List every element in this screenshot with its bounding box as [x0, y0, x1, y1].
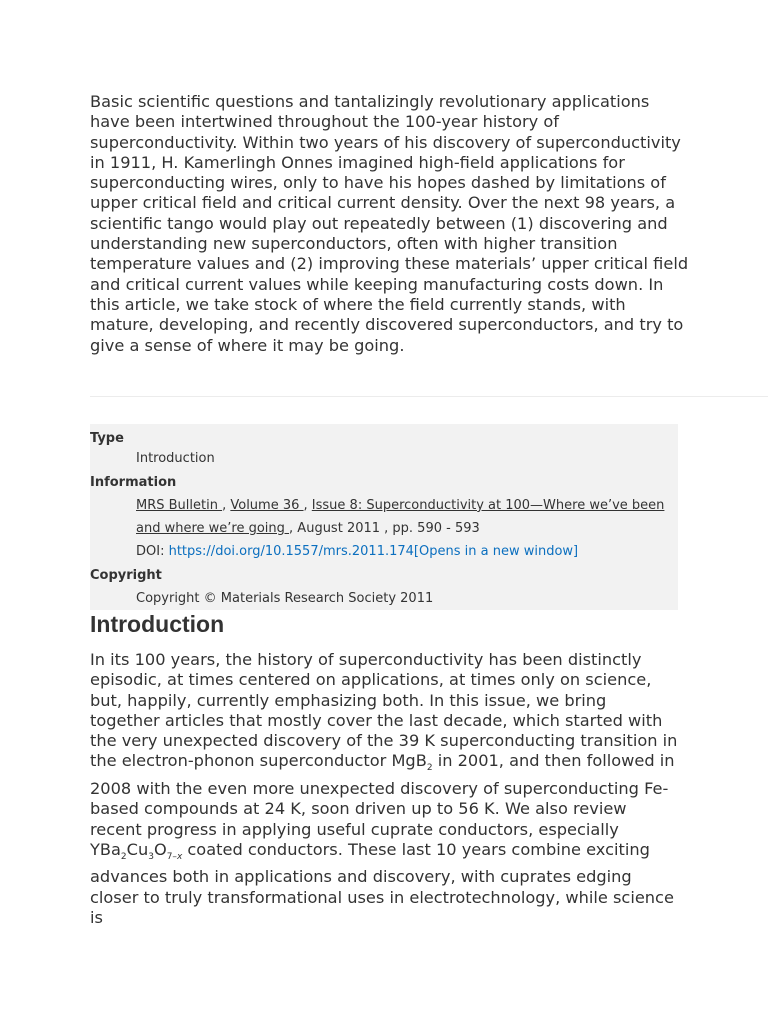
- element-symbol: O: [153, 839, 167, 859]
- information-label: Information: [90, 474, 177, 490]
- abstract-paragraph: Basic scientific questions and tantalizingly revolutionary applications have been intertwined throughout the 100-year history of superconductivity. Within two years of his discovery of superconductivity in 1911, H. Kamerlingh Onnes imagined high-field applications for superconducting wires, only to have his hopes dashed by limitations of upper critical field and critical current density. Over the next 98 years, a scientific tango would play out repeatedly between (1) discovering and understanding new superconductors, often with higher transition temperature values and (2) improving these materials’ upper critical field and critical current values while keeping manufacturing costs down. In this article, we take stock of where the field currently stands, with mature, developing, and recently discovered superconductors, and try to give a sense of where it may be going.: [90, 92, 689, 355]
- type-label: Type: [90, 424, 678, 447]
- subscript: [167, 852, 183, 862]
- doi-link[interactable]: https://doi.org/10.1557/mrs.2011.174[Opens in a new window]: [168, 544, 579, 560]
- intro-text-part-3: coated conductors. These last 10 years combine exciting advances both in applications and discovery, with cuprates edging closer to truly transformational uses in electrotechnology, while science is: [90, 839, 674, 928]
- copyright-value: Copyright © Materials Research Society 2011: [136, 591, 434, 607]
- copyright-label: Copyright: [90, 567, 162, 583]
- issue-link-continued[interactable]: and where we’re going: [136, 521, 290, 537]
- subscript: 2: [426, 763, 433, 774]
- subscript: 2: [120, 852, 127, 863]
- doi-prefix: DOI:: [136, 544, 169, 560]
- intro-text-part-1: In its 100 years, the history of superconductivity has been distinctly episodic, at times centered on applications, at times only on science, but, happily, currently emphasizing both. In this issue, we bring together articles that mostly cover the last decade, which started with the very unexpected discovery of the 39 K superconducting transition in the electron-phonon superconductor MgB: [90, 650, 678, 771]
- volume-link[interactable]: Volume 36: [230, 497, 304, 513]
- citation-separator: ,: [222, 497, 231, 513]
- introduction-heading: Introduction: [90, 611, 225, 637]
- journal-link[interactable]: MRS Bulletin: [136, 497, 223, 513]
- element-symbol: Cu: [126, 839, 149, 859]
- intro-text-part-2: in 2001, and then followed in 2008 with the even more unexpected discovery of superconducting Fe-based compounds at 24 K, soon driven up to 56 K. We also review recent progress in applying useful cuprate conductors, especially YBa: [90, 751, 675, 859]
- article-metadata-table: [90, 424, 678, 610]
- introduction-paragraph: [90, 650, 680, 928]
- citation-line-2: [90, 517, 678, 540]
- date-pages: , August 2011 , pp. 590 - 593: [289, 521, 480, 537]
- subscript-variable: x: [176, 852, 183, 863]
- issue-link[interactable]: Issue 8: Superconductivity at 100—Where we’ve been: [311, 497, 665, 513]
- citation-separator: ,: [303, 497, 312, 513]
- citation-line-1: [90, 494, 678, 517]
- type-value: Introduction: [136, 451, 215, 467]
- subscript: 3: [148, 852, 154, 863]
- section-divider: [90, 396, 768, 397]
- doi-line: [90, 540, 678, 563]
- subscript-number: 7–: [166, 852, 177, 863]
